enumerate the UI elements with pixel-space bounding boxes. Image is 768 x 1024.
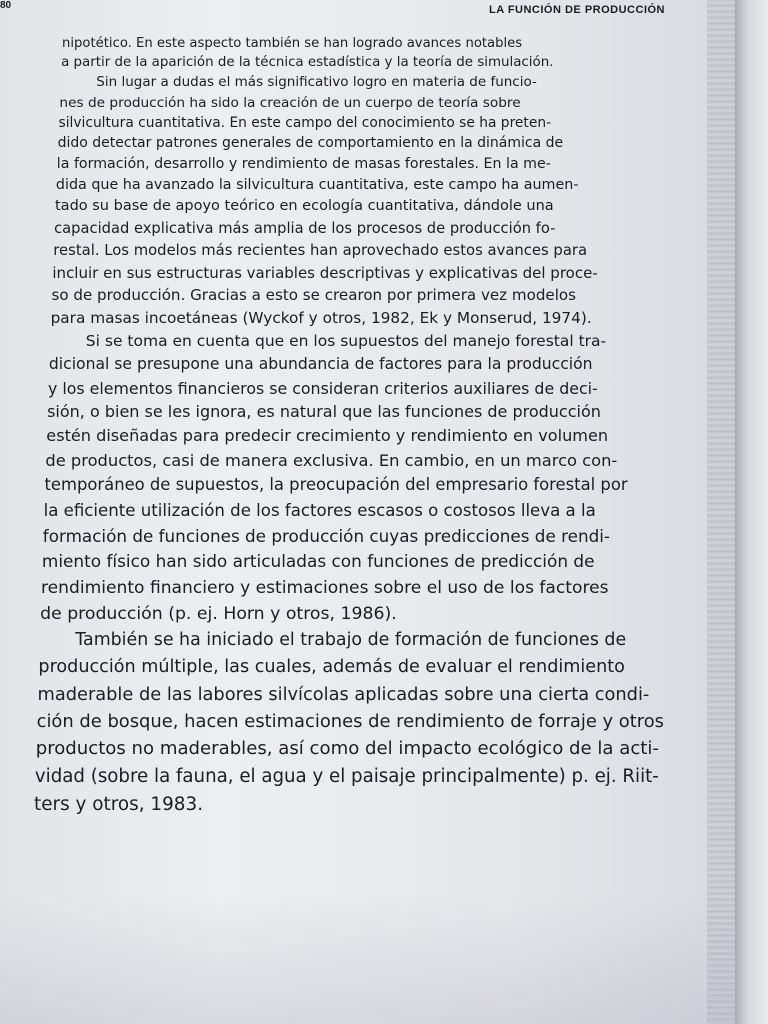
body-text (34, 34, 705, 819)
text-line: maderable de las labores silvícolas aplicadas sobre una cierta condi- (37, 683, 650, 705)
text-line: nes de producción ha sido la creación de un cuerpo de teoría sobre (59, 94, 521, 111)
text-line: capacidad explicativa más amplia de los procesos de producción fo- (54, 219, 556, 237)
text-line: ción de bosque, hacen estimaciones de rendimiento de forraje y otros (36, 710, 664, 732)
text-line: restal. Los modelos más recientes han aprovechado estos avances para (53, 241, 588, 259)
text-line: producción múltiple, las cuales, además de evaluar el rendimiento (38, 656, 625, 677)
text-line: miento físico han sido articuladas con funciones de predicción de (41, 551, 595, 572)
text-line: a partir de la aparición de la técnica estadística y la teoría de simulación. (61, 55, 554, 71)
text-line: para masas incoetáneas (Wyckof y otros, 1982, Ek y Monserud, 1974). (50, 308, 592, 327)
page-number: 80 (0, 0, 12, 11)
text-line: Si se toma en cuenta que en los supuestos del manejo forestal tra- (85, 331, 607, 350)
text-line: y los elementos financieros se consideran criterios auxiliares de deci- (48, 378, 598, 398)
text-line: tado su base de apoyo teórico en ecología cuantitativa, dándole una (55, 198, 554, 215)
text-line: nipotético. En este aspecto también se han logrado avances notables (62, 36, 523, 51)
text-line: ters y otros, 1983. (34, 794, 204, 816)
text-line: sión, o bien se les ignora, es natural que las funciones de producción (47, 402, 601, 422)
text-line: estén diseñadas para predecir crecimiento y rendimiento en volumen (46, 426, 609, 446)
adjacent-page-edge (735, 0, 768, 1024)
text-line: dida que ha avanzado la silvicultura cuantitativa, este campo ha aumen- (55, 177, 579, 193)
text-line: la formación, desarrollo y rendimiento de masas forestales. En la me- (56, 156, 551, 172)
text-line: de producción (p. ej. Horn y otros, 1986). (40, 603, 397, 624)
text-line: dicional se presupone una abundancia de factores para la producción (48, 355, 593, 374)
text-line: dido detectar patrones generales de comportamiento en la dinámica de (57, 135, 564, 152)
text-line: rendimiento financiero y estimaciones sobre el uso de los factores (41, 577, 609, 598)
text-line: temporáneo de supuestos, la preocupación del empresario forestal por (44, 475, 628, 495)
text-line: la eficiente utilización de los factores escasos o costosos lleva a la (43, 501, 596, 521)
text-line: incluir en sus estructuras variables descriptivas y explicativas del proce- (52, 263, 598, 282)
page-gutter-shadow (707, 0, 735, 1024)
text-line: silvicultura cuantitativa. En este campo del conocimiento se ha preten- (58, 114, 552, 131)
text-line: vidad (sobre la fauna, el agua y el paisaje principalmente) p. ej. Riit- (34, 766, 659, 788)
running-head: LA FUNCIÓN DE PRODUCCIÓN (489, 4, 665, 16)
text-line: Sin lugar a dudas el más significativo logro en materia de funcio- (96, 73, 537, 90)
text-line: de productos, casi de manera exclusiva. En cambio, en un marco con- (45, 450, 618, 470)
text-line: También se ha iniciado el trabajo de formación de funciones de (75, 630, 627, 651)
text-line: so de producción. Gracias a esto se crearon por primera vez modelos (51, 286, 576, 305)
text-line: productos no maderables, así como del impacto ecológico de la acti- (35, 738, 659, 760)
page-shading (0, 894, 735, 1024)
text-line: formación de funciones de producción cuyas predicciones de rendi- (42, 525, 610, 546)
